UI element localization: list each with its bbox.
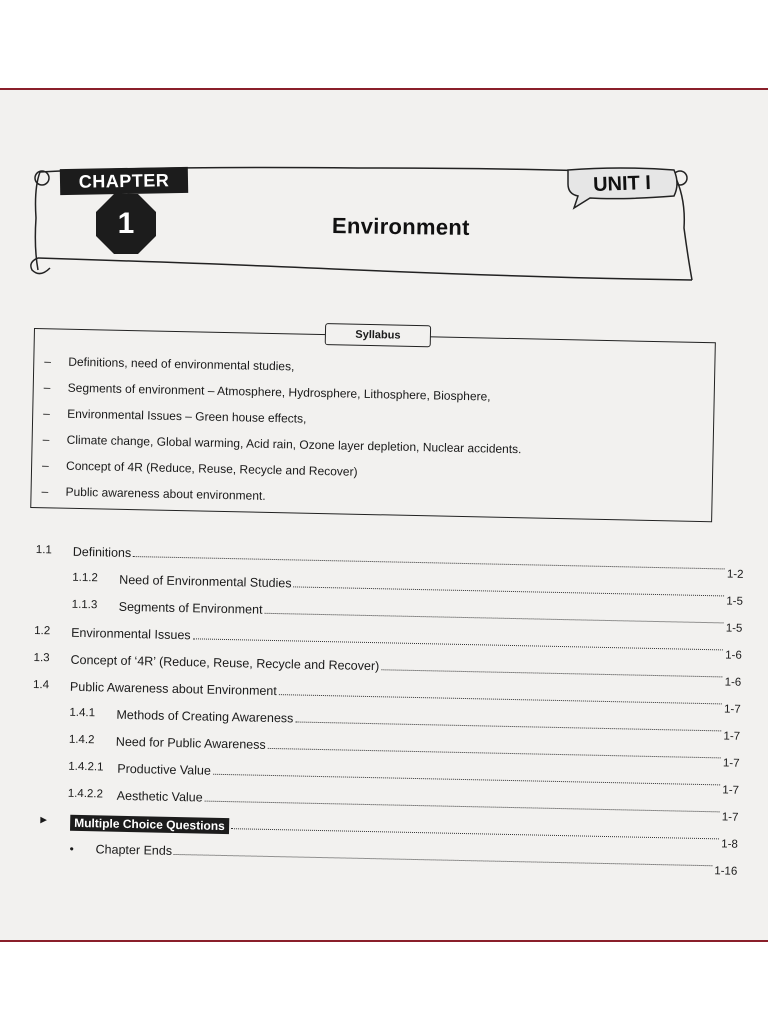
chapter-number-badge (94, 192, 158, 256)
toc-number: 1.4.2.1 (68, 760, 104, 774)
toc-number: 1.1.2 (72, 571, 98, 585)
syllabus-item: – Climate change, Global warming, Acid rain, Ozone layer depletion, Nuclear accidents. (42, 429, 702, 469)
toc-title: Chapter Ends (95, 842, 173, 858)
toc-page: 1-6 (724, 676, 742, 689)
syllabus-item: – Segments of environment – Atmosphere, Hydrosphere, Lithosphere, Biosphere, (43, 377, 703, 417)
toc-number: 1.4 (32, 678, 50, 692)
toc-title: Aesthetic Value (116, 788, 203, 805)
syllabus-item: – Concept of 4R (Reduce, Reuse, Recycle and Recover) (42, 455, 702, 495)
toc-number: 1.1.3 (71, 598, 98, 612)
toc-page: 1-7 (723, 730, 741, 743)
toc-title: Productive Value (117, 761, 212, 778)
toc-title: Public Awareness about Environment (69, 679, 277, 699)
dash-icon: – (41, 484, 49, 499)
toc-page: 1-2 (726, 568, 744, 581)
toc-number: 1.4.2.2 (67, 787, 104, 801)
toc-page: 1-6 (725, 649, 742, 662)
toc-title: Environmental Issues (71, 625, 191, 643)
syllabus-label: Syllabus (325, 323, 431, 347)
dash-icon: – (42, 432, 50, 447)
toc-page: 1-7 (721, 811, 739, 824)
toc-title: Methods of Creating Awareness (116, 707, 294, 726)
dash-icon: – (41, 458, 49, 473)
toc-page: 1-7 (722, 757, 740, 770)
toc-number: 1.1 (35, 544, 52, 557)
syllabus-item: – Public awareness about environment. (41, 481, 701, 521)
toc-title: Need for Public Awareness (115, 734, 266, 752)
dash-icon: – (43, 380, 51, 395)
dash-icon: – (44, 354, 52, 369)
toc-page: 1-5 (725, 622, 743, 635)
toc-number: 1.2 (34, 624, 51, 638)
toc-number: 1.4.2 (68, 733, 95, 747)
toc-title: Concept of ‘4R’ (Reduce, Reuse, Recycle and Recover) (70, 652, 380, 674)
toc-number: 1.3 (33, 651, 50, 665)
arrow-right-icon: ► (38, 814, 50, 827)
chapter-number: 1 (117, 207, 135, 240)
unit-label: UNIT I (592, 171, 652, 196)
syllabus-box (30, 328, 716, 522)
toc-page: 1-7 (723, 703, 741, 716)
chapter-label: CHAPTER (60, 167, 188, 195)
table-of-contents (29, 544, 744, 883)
toc-page: 1-16 (714, 865, 738, 878)
toc-number: 1.4.1 (69, 706, 96, 720)
bullet-icon: • (69, 841, 74, 856)
syllabus-item: – Definitions, need of environmental studies, (44, 351, 704, 391)
dash-icon: – (43, 406, 51, 421)
chapter-title: Environment (331, 213, 470, 240)
toc-title: Need of Environmental Studies (119, 572, 292, 591)
toc-page: 1-8 (721, 838, 738, 851)
toc-page: 1-7 (722, 784, 740, 797)
toc-title: Definitions (72, 544, 132, 560)
syllabus-list (41, 351, 704, 521)
toc-title: Segments of Environment (118, 599, 263, 617)
syllabus-item: – Environmental Issues – Green house effects, (43, 403, 703, 443)
toc-page: 1-5 (726, 595, 744, 608)
toc-title-mcq: Multiple Choice Questions (70, 815, 229, 834)
